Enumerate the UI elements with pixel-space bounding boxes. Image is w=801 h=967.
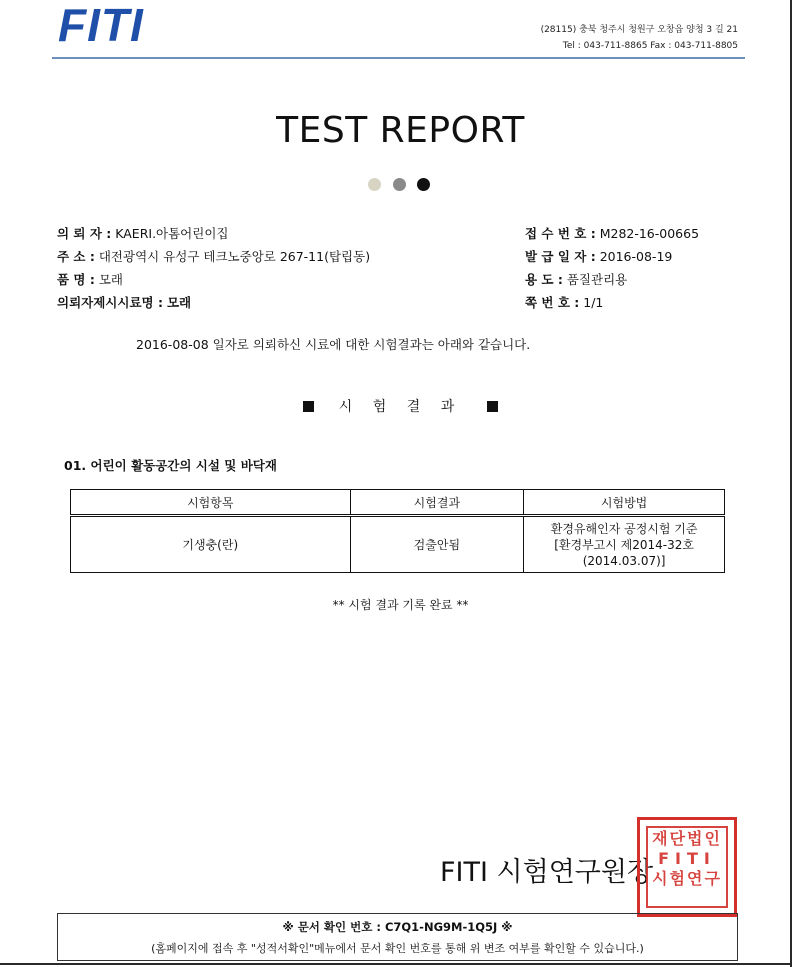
cell-test-result: 검출안됨 xyxy=(350,516,524,573)
purpose-value: 품질관리용 xyxy=(566,272,628,287)
purpose-label: 용 도 : xyxy=(525,272,563,287)
receipt-number-value: M282-16-00665 xyxy=(599,226,700,241)
col-header-test-result: 시험결과 xyxy=(350,490,524,516)
confirmation-note: (홈페이지에 접속 후 "성적서확인"메뉴에서 문서 확인 번호를 통해 위 변조 여부를 확인할 수 있습니다.) xyxy=(151,942,644,955)
confirmation-code: ※ 문서 확인 번호 : C7Q1-NG9M-1Q5J ※ xyxy=(282,920,513,934)
issue-date-field xyxy=(525,249,672,265)
cell-test-item: 기생충(란) xyxy=(71,516,351,573)
col-header-test-method: 시험방법 xyxy=(524,490,725,516)
issue-date-value: 2016-08-19 xyxy=(599,249,673,264)
document-confirmation-box xyxy=(57,913,738,961)
page-number-field xyxy=(525,295,603,311)
section-heading-text: 시 험 결 과 xyxy=(338,399,463,415)
square-bullet-icon xyxy=(303,401,314,412)
seal-line: 재단법인 xyxy=(652,829,722,848)
table-header-row xyxy=(71,490,725,516)
method-line: 환경유해인자 공정시험 기준 xyxy=(550,521,698,536)
client-value: KAERI.아톰어린이집 xyxy=(115,226,229,241)
section-heading xyxy=(0,396,801,416)
dot-black xyxy=(417,178,430,191)
address-field xyxy=(57,249,370,265)
address-label: 주 소 : xyxy=(57,249,95,264)
address-line: (28115) 충북 청주시 청원구 오창읍 양청 3 길 21 xyxy=(540,25,738,35)
sample-name-field xyxy=(57,295,191,311)
test-item-title: 01. 어린이 활동공간의 시설 및 바닥재 xyxy=(64,458,277,473)
product-field xyxy=(57,272,123,288)
address-value: 대전광역시 유성구 테크노중앙로 267-11(탑립동) xyxy=(98,249,371,264)
method-line: [환경부고시 제2014-32호 xyxy=(554,537,694,552)
product-label: 품 명 : xyxy=(57,272,95,287)
intro-sentence: 2016-08-08 일자로 의뢰하신 시료에 대한 시험결과는 아래와 같습니다. xyxy=(136,337,531,352)
header-contact xyxy=(470,22,738,54)
dot-beige xyxy=(368,178,381,191)
signature-text: FITI 시험연구원장 xyxy=(440,857,654,888)
col-header-test-item: 시험항목 xyxy=(71,490,351,516)
table-row xyxy=(71,516,725,573)
sample-name-label: 의뢰자제시시료명 : xyxy=(57,295,163,310)
report-title: TEST REPORT xyxy=(276,110,525,151)
cell-test-method xyxy=(524,516,725,573)
page-number-label: 쪽 번 호 : xyxy=(525,295,580,310)
dot-gray xyxy=(393,178,406,191)
page-bottom-border xyxy=(0,963,792,965)
seal-line: 시험연구 xyxy=(652,869,722,888)
completion-note: ** 시험 결과 기록 완료 ** xyxy=(332,598,469,612)
official-seal-stamp xyxy=(637,817,737,917)
seal-inner xyxy=(646,826,728,908)
issue-date-label: 발 급 일 자 : xyxy=(525,249,596,264)
receipt-number-label: 접 수 번 호 : xyxy=(525,226,596,241)
client-field xyxy=(57,226,229,242)
client-label: 의 뢰 자 : xyxy=(57,226,112,241)
fiti-logo: FITI xyxy=(58,0,144,51)
square-bullet-icon xyxy=(487,401,498,412)
receipt-number-field xyxy=(525,226,699,242)
results-table xyxy=(70,489,725,573)
contact-line: Tel : 043-711-8865 Fax : 043-711-8805 xyxy=(562,41,738,51)
page-number-value: 1/1 xyxy=(583,295,604,310)
title-dots xyxy=(368,178,438,192)
sample-name-value: 모래 xyxy=(166,295,192,310)
product-value: 모래 xyxy=(98,272,123,287)
method-line: (2014.03.07)] xyxy=(582,553,666,568)
header-divider xyxy=(52,57,745,59)
purpose-field xyxy=(525,272,627,288)
seal-line: FITI xyxy=(658,849,716,868)
